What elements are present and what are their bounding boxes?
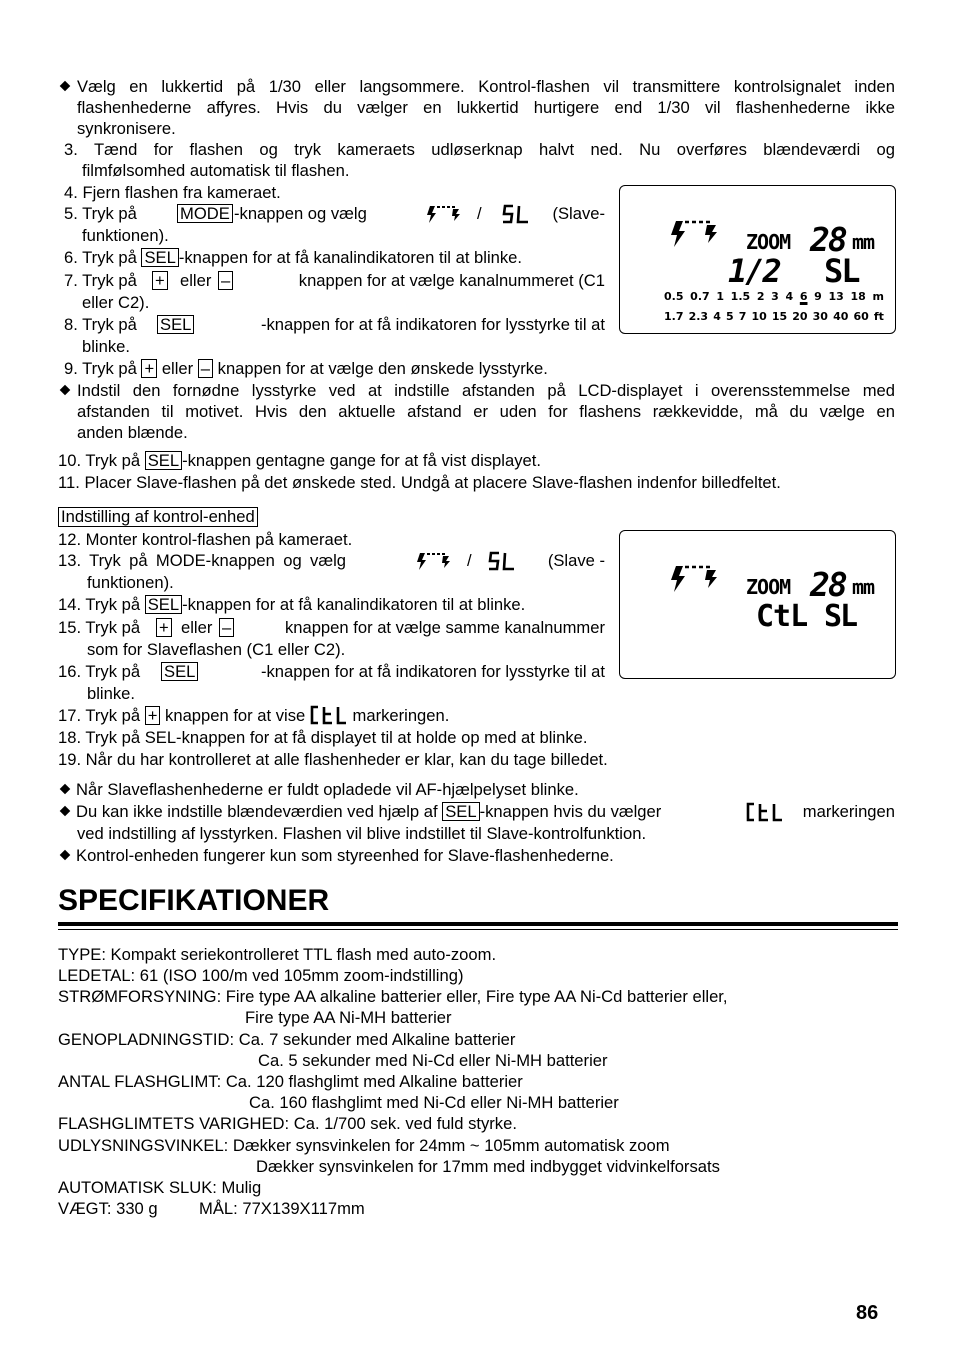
spec-auto-off: AUTOMATISK SLUK: Mulig bbox=[58, 1178, 262, 1197]
note-aperture-text: -knappen hvis du vælger bbox=[479, 802, 662, 821]
step-16 bbox=[58, 661, 605, 682]
lcd-zoom-label: ZOOM bbox=[746, 230, 791, 254]
spec-power-supply-cont: Fire type AA Ni-MH batterier bbox=[245, 1008, 452, 1027]
bullet-range-line2: afstanden til motivet. Hvis den aktuelle afstand er uden for flashens rækkevidde, må du vælge en bbox=[77, 402, 895, 421]
note-af-light-text: Når Slaveflashenhederne er fuldt opladede vil AF-hjælpelyset blinke. bbox=[76, 780, 579, 799]
lcd-display-slave bbox=[619, 185, 896, 334]
note-aperture-prefix: Du kan ikke indstille blændeværdien ved hjælp af bbox=[76, 802, 438, 821]
step-18: 18. Tryk på SEL-knappen for at få displayet til at holde op med at blinke. bbox=[58, 728, 588, 747]
slave-flash-icon bbox=[426, 204, 462, 224]
lcd-dist-m: 4 bbox=[785, 290, 794, 303]
lcd-dist-m: 0.7 bbox=[690, 290, 710, 303]
lcd-dist-ft: 15 bbox=[771, 310, 788, 323]
step-8 bbox=[64, 314, 605, 335]
step-10 bbox=[58, 450, 541, 471]
step-13 bbox=[58, 550, 605, 571]
step-7-prefix: 7. Tryk på bbox=[64, 271, 137, 290]
step-17 bbox=[58, 705, 449, 726]
bullet-diamond-icon bbox=[60, 806, 71, 817]
sl-icon bbox=[502, 204, 530, 224]
step-16-text: -knappen for at få indikatoren for lysstyrke til at bbox=[260, 662, 605, 681]
step-16-line2: blinke. bbox=[87, 684, 135, 703]
step-8-text: -knappen for at få indikatoren for lysstyrke til at bbox=[260, 315, 605, 334]
step-15-prefix: 15. Tryk på bbox=[58, 618, 141, 637]
bullet-shutter-line1: Vælg en lukkertid på 1/30 eller langsommere. Kontrol-flashen vil transmittere kontrolsignalet inden bbox=[77, 77, 895, 96]
spec-weight: VÆGT: 330 g bbox=[58, 1199, 158, 1218]
slave-flash-icon bbox=[670, 219, 720, 249]
spec-coverage: UDLYSNINGSVINKEL: Dækker synsvinkelen for 24mm ~ 105mm automatisk zoom bbox=[58, 1136, 670, 1155]
lcd-ctl: CtL bbox=[756, 599, 808, 634]
lcd-dist-ft: 7 bbox=[738, 310, 747, 323]
lcd-zoom-value: 28 bbox=[810, 220, 846, 259]
plus-key-label: + bbox=[145, 706, 161, 725]
lcd-zoom-unit: mm bbox=[852, 230, 875, 254]
mode-key-label: MODE bbox=[177, 204, 233, 223]
lcd-dist-ft: 4 bbox=[713, 310, 721, 323]
step-9 bbox=[64, 358, 548, 379]
plus-key-label: + bbox=[141, 359, 157, 378]
note-control-unit-text: Kontrol-enheden fungerer kun som styreenhed for Slave-flashenhederne. bbox=[76, 846, 614, 865]
lcd-dist-m-unit: m bbox=[872, 290, 884, 303]
bullet-diamond-icon bbox=[60, 850, 71, 861]
step-7-or: eller bbox=[180, 271, 212, 290]
lcd-dist-ft: 5 bbox=[725, 310, 734, 323]
step-15-or: eller bbox=[181, 618, 213, 637]
step-9-prefix: 9. Tryk på bbox=[64, 359, 137, 378]
step-15 bbox=[58, 617, 605, 638]
bullet-diamond-icon bbox=[60, 784, 71, 795]
step-6 bbox=[64, 247, 522, 268]
step-7-line2: eller C2). bbox=[82, 293, 150, 312]
spec-flash-count: ANTAL FLASHGLIMT: Ca. 120 flashglimt med Alkaline batterier bbox=[58, 1072, 523, 1091]
spec-guide-number: LEDETAL: 61 (ISO 100/m ved 105mm zoom-indstilling) bbox=[58, 966, 464, 985]
lcd-dist-m: 1.5 bbox=[730, 290, 751, 303]
bullet-diamond-icon bbox=[60, 81, 71, 92]
lcd-dist-m: 9 bbox=[814, 290, 822, 303]
step-17-end: markeringen. bbox=[352, 706, 450, 725]
step-15-text: knappen for at vælge samme kanalnummer bbox=[284, 618, 605, 637]
step-6-prefix: 6. Tryk på bbox=[64, 248, 137, 267]
lcd-dist-ft: 2.3 bbox=[688, 310, 709, 323]
step-5 bbox=[64, 203, 605, 224]
step-13-end: (Slave - bbox=[547, 551, 605, 570]
note-af-light bbox=[60, 779, 579, 800]
lcd-dist-m: 13 bbox=[828, 290, 844, 303]
lcd-mode: SL bbox=[824, 252, 859, 290]
specs-heading: SPECIFIKATIONER bbox=[58, 884, 330, 917]
bullet-range-line1: Indstil den fornødne lysstyrke ved at indstille afstanden på LCD-displayet i overensstemmelse med bbox=[77, 381, 895, 400]
lcd-zoom-unit: mm bbox=[852, 575, 875, 599]
note-aperture bbox=[60, 801, 895, 822]
lcd-dist-m: 0.5 bbox=[664, 290, 684, 303]
heading-rule-thick bbox=[58, 922, 898, 926]
sel-key-label: SEL bbox=[141, 248, 178, 267]
bullet-shutter-line3: synkronisere. bbox=[77, 119, 176, 138]
note-aperture-line2: ved indstilling af lysstyrken. Flashen vil blive indstillet til Slave-kontrolfunktion. bbox=[77, 824, 647, 843]
spec-dimensions: MÅL: 77X139X117mm bbox=[199, 1199, 365, 1218]
step-12: 12. Monter kontrol-flashen på kameraet. bbox=[58, 530, 353, 549]
bullet-range-line3: anden blænde. bbox=[77, 423, 188, 442]
sel-key-label: SEL bbox=[442, 802, 479, 821]
lcd-dist-ft: 1.7 bbox=[664, 310, 684, 323]
step-7-text: knappen for at vælge kanalnummeret (C1 bbox=[298, 271, 605, 290]
step-5-text: -knappen og vælg bbox=[234, 204, 367, 223]
lcd-dist-m-selected: 6 bbox=[799, 290, 808, 303]
note-control-unit bbox=[60, 845, 614, 866]
step-4: 4. Fjern flashen fra kameraet. bbox=[64, 183, 281, 202]
lcd-dist-ft: 30 bbox=[812, 310, 828, 323]
step-13-line2: funktionen). bbox=[87, 573, 174, 592]
bullet-range bbox=[60, 380, 76, 401]
note-aperture-end: markeringen bbox=[802, 802, 895, 821]
lcd-display-control bbox=[619, 530, 896, 679]
slave-flash-icon bbox=[670, 564, 720, 594]
step-14 bbox=[58, 594, 525, 615]
sl-icon bbox=[488, 551, 516, 571]
step-3-line2: filmfølsomhed automatisk til flashen. bbox=[82, 161, 350, 180]
lcd-dist-m: 1 bbox=[716, 290, 724, 303]
step-5-line2: funktionen). bbox=[82, 226, 169, 245]
step-5-end: (Slave- bbox=[552, 204, 605, 223]
page-number: 86 bbox=[856, 1302, 879, 1324]
step-8-line2: blinke. bbox=[82, 337, 130, 356]
sel-key-label: SEL bbox=[145, 451, 182, 470]
step-17-prefix: 17. Tryk på bbox=[58, 706, 141, 725]
lcd-dist-m: 3 bbox=[771, 290, 779, 303]
step-17-text: knappen for at vise bbox=[165, 706, 306, 725]
lcd-dist-ft-selected: 20 bbox=[792, 310, 808, 323]
step-10-text: -knappen gentagne gange for at få vist displayet. bbox=[182, 451, 541, 470]
lcd-dist-ft: 60 bbox=[853, 310, 869, 323]
step-10-prefix: 10. Tryk på bbox=[58, 451, 141, 470]
spec-flash-duration: FLASHGLIMTETS VARIGHED: Ca. 1/700 sek. ved fuld styrke. bbox=[58, 1114, 517, 1133]
step-9-text: knappen for at vælge den ønskede lysstyrke. bbox=[217, 359, 548, 378]
section-heading-control-unit: Indstilling af kontrol-enhed bbox=[58, 507, 258, 527]
spec-power-supply: STRØMFORSYNING: Fire type AA alkaline batterier eller, Fire type AA Ni-Cd batterier eller, bbox=[58, 987, 728, 1006]
bullet-diamond-icon bbox=[60, 385, 71, 396]
step-16-prefix: 16. Tryk på bbox=[58, 662, 141, 681]
minus-key-label: – bbox=[198, 359, 213, 378]
minus-key-label: – bbox=[218, 271, 233, 290]
spec-recycle-time: GENOPLADNINGSTID: Ca. 7 sekunder med Alkaline batterier bbox=[58, 1030, 516, 1049]
step-14-text: -knappen for at få kanalindikatoren til at blinke. bbox=[182, 595, 526, 614]
step-3-line1: 3. Tænd for flashen og tryk kameraets udløserknap halvt ned. Nu overføres blændeværdi og bbox=[64, 140, 895, 159]
lcd-distance-ft-scale bbox=[664, 310, 884, 324]
minus-key-label: – bbox=[219, 618, 234, 637]
lcd-dist-m: 18 bbox=[850, 290, 866, 303]
sel-key-label: SEL bbox=[157, 315, 194, 334]
step-13-prefix: 13. Tryk på MODE-knappen og vælg bbox=[58, 551, 346, 570]
step-5-prefix: 5. Tryk på bbox=[64, 204, 137, 223]
step-9-or: eller bbox=[161, 359, 194, 378]
step-14-prefix: 14. Tryk på bbox=[58, 595, 141, 614]
step-7 bbox=[64, 270, 605, 291]
lcd-dist-ft-unit: ft bbox=[873, 310, 884, 323]
slave-flash-icon bbox=[416, 551, 452, 571]
step-19: 19. Når du har kontrolleret at alle flashenheder er klar, kan du tage billedet. bbox=[58, 750, 608, 769]
lcd-power-level: 1/2 bbox=[728, 252, 780, 290]
step-6-text: -knappen for at få kanalindikatoren til at blinke. bbox=[178, 248, 523, 267]
step-13-slash: / bbox=[467, 551, 472, 570]
spec-flash-count-cont: Ca. 160 flashglimt med Ni-Cd eller Ni-MH batterier bbox=[249, 1093, 619, 1112]
lcd-mode: SL bbox=[824, 599, 857, 634]
spec-coverage-cont: Dækker synsvinkelen for 17mm med indbygget vidvinkelforsats bbox=[256, 1157, 720, 1176]
lcd-dist-ft: 40 bbox=[833, 310, 849, 323]
lcd-zoom-value: 28 bbox=[810, 565, 846, 604]
spec-type: TYPE: Kompakt seriekontrolleret TTL flash med auto-zoom. bbox=[58, 945, 497, 964]
step-8-prefix: 8. Tryk på bbox=[64, 315, 137, 334]
step-11: 11. Placer Slave-flashen på det ønskede sted. Undgå at placere Slave-flashen indenfor billedfeltet. bbox=[58, 473, 781, 492]
sel-key-label: SEL bbox=[161, 662, 198, 681]
lcd-distance-m-scale bbox=[664, 290, 884, 304]
spec-recycle-time-cont: Ca. 5 sekunder med Ni-Cd eller Ni-MH batterier bbox=[258, 1051, 608, 1070]
step-15-line2: som for Slaveflashen (C1 eller C2). bbox=[87, 640, 346, 659]
bullet-shutter-line2: flashenhederne affyres. Hvis du vælger en lukkertid hurtigere end 1/30 vil flashenhederne ikke bbox=[77, 98, 895, 117]
bullet-shutter bbox=[60, 76, 76, 97]
lcd-zoom-label: ZOOM bbox=[746, 575, 791, 599]
ctl-icon bbox=[746, 802, 784, 822]
lcd-dist-ft: 10 bbox=[751, 310, 767, 323]
plus-key-label: + bbox=[156, 618, 172, 637]
sel-key-label: SEL bbox=[145, 595, 182, 614]
step-5-slash: / bbox=[477, 204, 482, 223]
heading-rule-thin bbox=[58, 929, 898, 930]
ctl-icon bbox=[310, 705, 348, 725]
plus-key-label: + bbox=[152, 271, 168, 290]
lcd-dist-m: 2 bbox=[756, 290, 765, 303]
